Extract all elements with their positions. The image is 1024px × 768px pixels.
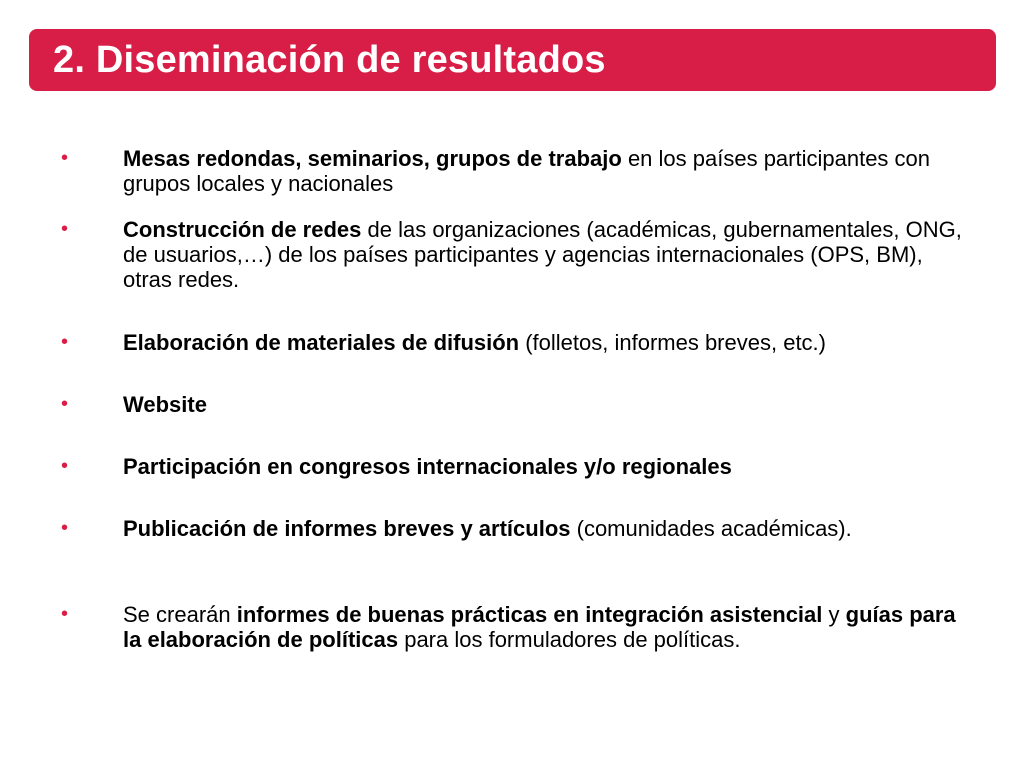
item-bold-text: Participación en congresos internacionales y/o regionales <box>123 454 732 479</box>
item-regular-text: Se crearán <box>123 602 237 627</box>
bullet-icon: • <box>61 455 69 477</box>
item-text <box>123 516 968 541</box>
item-bold-text: Website <box>123 392 207 417</box>
item-text <box>123 392 968 417</box>
bullet-icon: • <box>61 517 69 539</box>
slide-title: 2. Diseminación de resultados <box>53 38 606 81</box>
item-regular-text: de las organizaciones (académicas, gubernamentales, ONG, de usuarios,…) de los países participantes y agencias internacionales (OPS, BM), otras redes. <box>123 217 962 292</box>
bullet-icon: • <box>61 147 69 169</box>
item-regular-text: en los países participantes con grupos locales y nacionales <box>123 146 931 196</box>
item-text <box>123 454 968 479</box>
bullet-icon: • <box>61 331 69 353</box>
item-regular-text: (comunidades académicas). <box>570 516 852 541</box>
item-bold-text: Mesas redondas, seminarios, grupos de trabajo <box>123 146 622 171</box>
bullet-icon: • <box>61 218 69 240</box>
item-bold-text: informes de buenas prácticas en integración asistencial <box>236 602 823 627</box>
item-bold-text: guías para la elaboración de políticas <box>123 602 956 652</box>
item-text <box>123 217 968 292</box>
item-regular-text: (folletos, informes breves, etc.) <box>519 330 826 355</box>
item-bold-text: Publicación de informes breves y artículos <box>123 516 571 541</box>
item-bold-text: Construcción de redes <box>123 217 362 242</box>
bullet-icon: • <box>61 603 69 625</box>
item-text <box>123 602 968 652</box>
bullet-icon: • <box>61 393 69 415</box>
item-regular-text: para los formuladores de políticas. <box>398 627 741 652</box>
item-text <box>123 146 968 196</box>
item-bold-text: Elaboración de materiales de difusión <box>123 330 520 355</box>
item-regular-text: y <box>822 602 846 627</box>
item-text <box>123 330 968 355</box>
